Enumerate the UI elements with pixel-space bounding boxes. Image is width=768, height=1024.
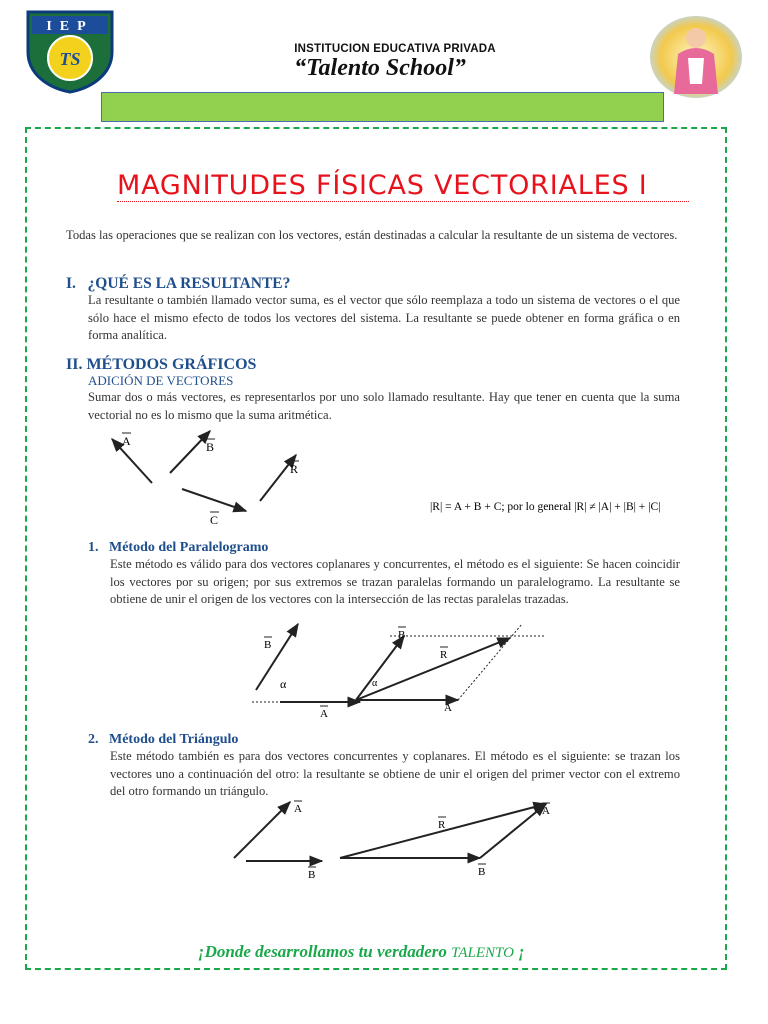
vector-a-label-2: A: [542, 805, 550, 817]
vector-b-label-2: B: [478, 866, 486, 878]
footer-slogan-text: ¡Donde desarrollamos tu verdadero: [198, 942, 447, 961]
vector-b-arrow: [170, 431, 210, 473]
vector-a-label: A: [122, 434, 131, 448]
vector-b-label: B: [206, 440, 215, 454]
intro-paragraph: Todas las operaciones que se realizan con los vectores, están destinadas a calcular la resultante de un sistema de vectores.: [66, 228, 678, 242]
section2-heading: II. MÉTODOS GRÁFICOS: [66, 356, 257, 373]
page-title: MAGNITUDES FÍSICAS VECTORIALES I: [117, 170, 689, 202]
footer-slogan: [198, 942, 525, 962]
vector-b-label: B: [308, 869, 316, 881]
section2-body: Sumar dos o más vectores, es representarlos por uno solo llamado resultante. Hay que tener en cuenta que la suma vectorial no es lo mismo que la suma aritmética.: [88, 390, 680, 422]
vector-a-label: A: [320, 708, 328, 720]
vector-addition-figure: [100, 425, 700, 530]
logo-text: IEP: [46, 19, 94, 34]
vector-a-arrow: [112, 439, 152, 483]
section1-heading: I. ¿QUÉ ES LA RESULTANTE?: [66, 275, 291, 292]
vector-c-label: C: [210, 513, 219, 527]
angle-label: α: [280, 677, 287, 691]
method2-heading: 2. Método del Triángulo: [88, 732, 239, 747]
institution-label: INSTITUCION EDUCATIVA PRIVADA: [294, 43, 496, 55]
school-name: “Talento School”: [294, 55, 466, 81]
vector-r-label: R: [438, 819, 446, 831]
method1-heading: 1. Método del Paralelogramo: [88, 540, 269, 555]
section1-body: La resultante o también llamado vector suma, es el vector que sólo reemplaza a todo un sistema de vectores o el que sólo hace el mismo efecto de todos los vectores del sistema. La resultante se puede obtener en forma gráfica o en forma analítica.: [88, 293, 680, 342]
vector-b-label: B: [264, 639, 272, 651]
footer-end: ¡: [518, 942, 525, 961]
method2-body: Este método también es para dos vectores concurrentes y coplanares. El método es el siguiente: se trazan los vectores uno a continuación del otro: la resultante se obtiene de unir el origen del primer vector con el extremo del otro formando un triángulo.: [110, 749, 680, 798]
parallelogram-figure: [240, 620, 560, 720]
logo-initials: TS: [59, 49, 81, 69]
vector-a-label: A: [294, 803, 302, 815]
section2-subheading: ADICIÓN DE VECTORES: [88, 373, 234, 388]
vector-b-arrow: [256, 624, 298, 690]
method1-body: Este método es válido para dos vectores coplanares y concurrentes, el método es el siguiente: Se hacen coincidir los vectores por su origen; por sus extremos se trazan paralelas formando un paralelogramo. La resultante se obtiene de unir el origen de los vectores con la intersección de las rectas paralelas trazadas.: [110, 557, 680, 606]
header-bar: [101, 92, 664, 122]
vector-b-label-2: B: [398, 629, 406, 641]
vector-c-arrow: [182, 489, 246, 511]
footer-highlight: TALENTO: [451, 945, 514, 961]
resultant-formula: |R| = A + B + C; por lo general |R| ≠ |A| + |B| + |C|: [430, 501, 661, 513]
vector-a-arrow: [234, 802, 290, 858]
vector-a-label-2: A: [444, 702, 452, 714]
vector-r-label: R: [440, 649, 448, 661]
angle-label-2: α: [372, 678, 378, 689]
triangle-figure: [230, 798, 570, 888]
vector-r-label: R: [290, 462, 299, 476]
